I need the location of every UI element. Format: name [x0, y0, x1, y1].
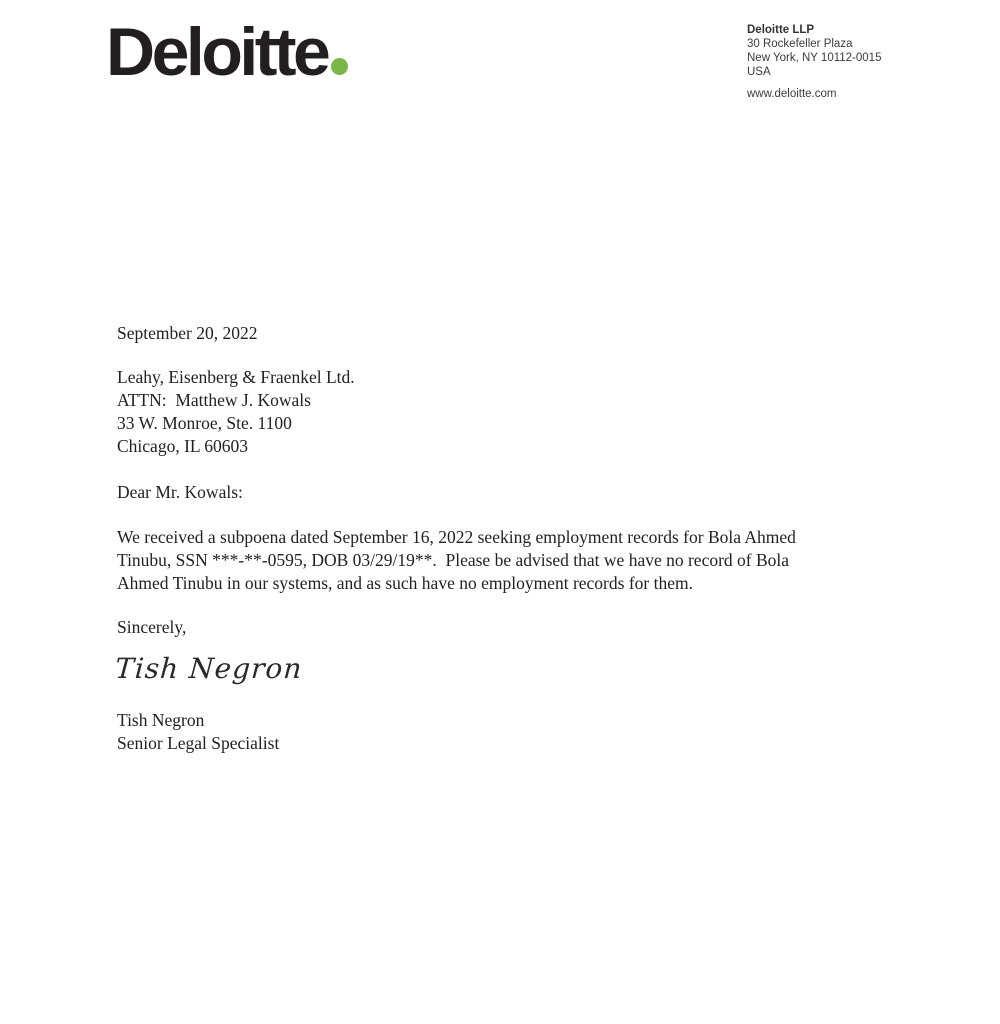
recipient-line: ATTN: Matthew J. Kowals: [117, 390, 311, 410]
salutation: Dear Mr. Kowals:: [117, 482, 243, 502]
body-line: Ahmed Tinubu in our systems, and as such have no employment records for them.: [117, 573, 693, 593]
letterhead-address-line: New York, NY 10112-0015: [747, 52, 882, 64]
signer-title: Senior Legal Specialist: [117, 733, 280, 753]
letterhead-address-line: 30 Rockefeller Plaza: [747, 38, 853, 50]
closing: Sincerely,: [117, 617, 187, 637]
deloitte-green-dot-icon: [331, 58, 348, 75]
letterhead-company-name: Deloitte LLP: [747, 24, 815, 36]
deloitte-logo: [106, 14, 348, 90]
recipient-address-block: [117, 366, 355, 458]
deloitte-logo-text: Deloitte: [106, 14, 328, 90]
signer-name: Tish Negron: [117, 710, 205, 730]
body-line: Tinubu, SSN ***-**-0595, DOB 03/29/19**. Please be advised that we have no record of Bola: [117, 550, 790, 570]
letterhead-website: www.deloitte.com: [747, 88, 837, 100]
recipient-line: 33 W. Monroe, Ste. 1100: [117, 413, 292, 433]
letter-date: September 20, 2022: [117, 323, 258, 343]
signature-handwriting: Tish Negron: [114, 652, 304, 685]
signer-block: [117, 709, 279, 755]
letterhead-address-block: [747, 23, 881, 101]
body-paragraph: [117, 526, 796, 595]
recipient-line: Leahy, Eisenberg & Fraenkel Ltd.: [117, 367, 355, 387]
body-line: We received a subpoena dated September 16, 2022 seeking employment records for Bola Ahmed: [117, 527, 796, 547]
letterhead-address-line: USA: [747, 66, 771, 78]
recipient-line: Chicago, IL 60603: [117, 436, 249, 456]
